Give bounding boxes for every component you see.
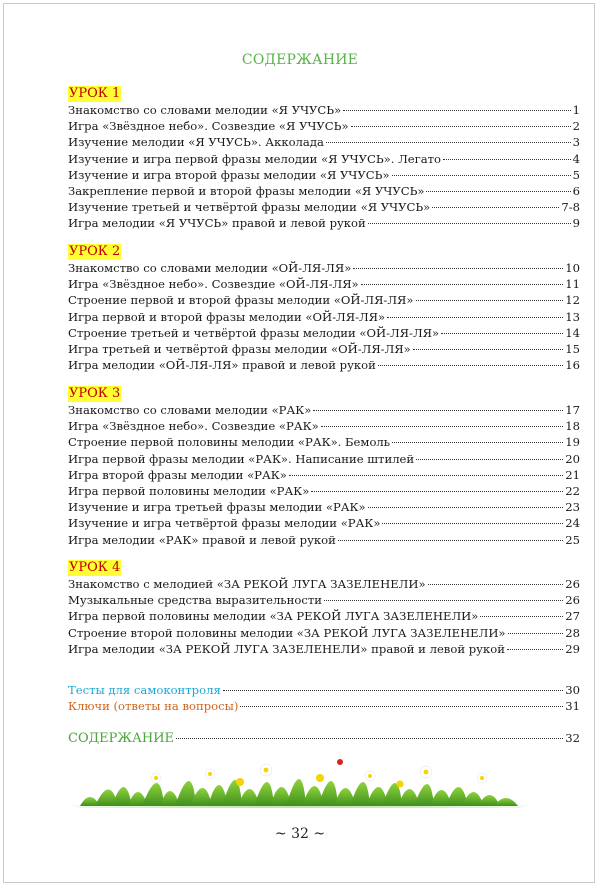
dot-leader <box>361 284 564 285</box>
dot-leader <box>387 317 563 318</box>
toc-entry[interactable] <box>68 152 580 168</box>
dot-leader <box>338 540 563 541</box>
entry-page: 25 <box>565 532 580 547</box>
entry-page: 7-8 <box>561 200 580 215</box>
dot-leader <box>326 142 571 143</box>
dot-leader <box>368 507 564 508</box>
toc-entry[interactable] <box>68 358 580 374</box>
entry-page: 32 <box>565 731 580 745</box>
entry-title: Изучение и игра первой фразы мелодии «Я УЧУСЬ». Легато <box>68 151 442 166</box>
entry-title: Игра «Звёздное небо». Созвездие «РАК» <box>68 419 319 434</box>
entry-page: 31 <box>565 699 580 714</box>
grass-decoration <box>70 748 530 808</box>
toc-entry[interactable] <box>68 326 580 342</box>
toc-entry[interactable] <box>68 484 580 500</box>
entry-title: Игра мелодии «ОЙ-ЛЯ-ЛЯ» правой и левой рукой <box>68 358 376 373</box>
dot-leader <box>392 175 571 176</box>
entry-page: 10 <box>565 261 580 275</box>
entry-page: 16 <box>565 358 580 373</box>
lesson-2-heading: УРОК 2 <box>69 244 121 259</box>
toc-entry[interactable] <box>68 293 580 309</box>
dot-leader <box>416 300 564 301</box>
entry-title: Игра «Звёздное небо». Созвездие «Я УЧУСЬ» <box>68 119 349 134</box>
entry-title: Тесты для самоконтроля <box>68 683 221 697</box>
entry-page: 3 <box>572 135 580 150</box>
dot-leader <box>343 110 570 111</box>
entry-page: 6 <box>572 183 580 198</box>
entry-page: 28 <box>565 625 580 640</box>
dot-leader <box>426 191 570 192</box>
toc-entry[interactable] <box>68 200 580 216</box>
toc-entry[interactable] <box>68 626 580 642</box>
toc-entry[interactable] <box>68 593 580 609</box>
lesson-3-section <box>68 382 580 549</box>
entry-title: СОДЕРЖАНИЕ <box>68 731 175 746</box>
toc-entry[interactable] <box>68 342 580 358</box>
entry-title: Строение второй половины мелодии «ЗА РЕКОЙ ЛУГА ЗАЗЕЛЕНЕЛИ» <box>68 625 506 640</box>
dot-leader <box>311 491 563 492</box>
entry-title: Игра первой и второй фразы мелодии «ОЙ-ЛЯ-ЛЯ» <box>68 309 386 324</box>
toc-entry[interactable] <box>68 435 580 451</box>
dot-leader <box>443 159 571 160</box>
entry-page: 15 <box>565 341 580 356</box>
dot-leader <box>428 584 564 585</box>
toc-entry-tests[interactable] <box>68 683 580 699</box>
toc-entry[interactable] <box>68 642 580 658</box>
entry-title: Игра первой половины мелодии «ЗА РЕКОЙ ЛУГА ЗАЗЕЛЕНЕЛИ» <box>68 609 479 624</box>
dot-leader <box>313 410 563 411</box>
entry-title: Игра первой фразы мелодии «РАК». Написание штилей <box>68 451 415 466</box>
dot-leader <box>324 600 563 601</box>
entry-title: Ключи (ответы на вопросы) <box>68 699 239 714</box>
toc-entry[interactable] <box>68 452 580 468</box>
toc-entry[interactable] <box>68 310 580 326</box>
entry-title: Знакомство со словами мелодии «ОЙ-ЛЯ-ЛЯ» <box>68 261 352 275</box>
dot-leader <box>416 459 563 460</box>
entry-page: 24 <box>565 516 580 531</box>
extras-contents <box>68 731 580 747</box>
dot-leader <box>392 442 563 443</box>
entry-page: 13 <box>565 309 580 324</box>
entry-page: 12 <box>565 293 580 308</box>
toc-entry-contents[interactable] <box>68 731 580 747</box>
toc-entry[interactable] <box>68 184 580 200</box>
page-title: СОДЕРЖАНИЕ <box>241 52 359 68</box>
entry-title: Изучение и игра второй фразы мелодии «Я УЧУСЬ» <box>68 167 390 182</box>
entry-page: 1 <box>572 103 580 117</box>
entry-page: 23 <box>565 500 580 515</box>
lesson-1-section <box>68 82 580 233</box>
entry-title: Строение третьей и четвёртой фразы мелодии «ОЙ-ЛЯ-ЛЯ» <box>68 325 440 340</box>
toc-entry[interactable] <box>68 261 580 277</box>
lesson-3-heading: УРОК 3 <box>69 386 121 401</box>
entry-page: 21 <box>565 467 580 482</box>
lesson-1-heading: УРОК 1 <box>69 86 121 101</box>
entry-title: Знакомство со словами мелодии «РАК» <box>68 403 312 417</box>
dot-leader <box>508 633 564 634</box>
toc-entry[interactable] <box>68 419 580 435</box>
toc-entry[interactable] <box>68 577 580 593</box>
toc-entry[interactable] <box>68 500 580 516</box>
entry-title: Изучение мелодии «Я УЧУСЬ». Акколада <box>68 135 324 150</box>
entry-title: Строение первой и второй фразы мелодии «ОЙ-ЛЯ-ЛЯ» <box>68 293 414 308</box>
dot-leader <box>240 706 563 707</box>
dot-leader <box>351 126 571 127</box>
entry-page: 2 <box>572 119 580 134</box>
entry-title: Игра второй фразы мелодии «РАК» <box>68 467 287 482</box>
toc-entry[interactable] <box>68 168 580 184</box>
dot-leader <box>432 207 559 208</box>
toc-entry[interactable] <box>68 609 580 625</box>
dot-leader <box>378 365 563 366</box>
entry-title: Знакомство с мелодией «ЗА РЕКОЙ ЛУГА ЗАЗЕЛЕНЕЛИ» <box>68 577 426 591</box>
toc-entry-keys[interactable] <box>68 699 580 715</box>
entry-title: Знакомство со словами мелодии «Я УЧУСЬ» <box>68 103 342 117</box>
entry-title: Изучение третьей и четвёртой фразы мелодии «Я УЧУСЬ» <box>68 200 431 215</box>
toc-entry[interactable] <box>68 216 580 232</box>
dot-leader <box>368 223 571 224</box>
toc-entry[interactable] <box>68 533 580 549</box>
page-number: ~ 32 ~ <box>274 826 326 842</box>
toc-entry[interactable] <box>68 277 580 293</box>
toc-entry[interactable] <box>68 103 580 119</box>
entry-page: 4 <box>572 151 580 166</box>
entry-title: Изучение и игра третьей фразы мелодии «РАК» <box>68 500 366 515</box>
entry-page: 26 <box>565 593 580 608</box>
lesson-4-section <box>68 556 580 658</box>
entry-title: Строение первой половины мелодии «РАК». Бемоль <box>68 435 391 450</box>
extras-section <box>68 683 580 715</box>
toc-entry[interactable] <box>68 119 580 135</box>
entry-title: Игра третьей и четвёртой фразы мелодии «ОЙ-ЛЯ-ЛЯ» <box>68 341 411 356</box>
entry-title: Игра «Звёздное небо». Созвездие «ОЙ-ЛЯ-ЛЯ» <box>68 277 359 292</box>
dot-leader <box>176 738 563 739</box>
toc-entry[interactable] <box>68 468 580 484</box>
dot-leader <box>353 268 563 269</box>
toc-entry[interactable] <box>68 403 580 419</box>
entry-page: 22 <box>565 483 580 498</box>
entry-title: Изучение и игра четвёртой фразы мелодии «РАК» <box>68 516 381 531</box>
lesson-2-section <box>68 240 580 374</box>
toc-entry[interactable] <box>68 516 580 532</box>
entry-page: 18 <box>565 419 580 434</box>
entry-title: Игра мелодии «Я УЧУСЬ» правой и левой рукой <box>68 216 366 231</box>
dot-leader <box>321 426 564 427</box>
entry-page: 19 <box>565 435 580 450</box>
dot-leader <box>223 690 563 691</box>
entry-page: 30 <box>565 683 580 697</box>
dot-leader <box>507 649 563 650</box>
entry-title: Игра мелодии «ЗА РЕКОЙ ЛУГА ЗАЗЕЛЕНЕЛИ» правой и левой рукой <box>68 641 505 656</box>
entry-title: Музыкальные средства выразительности <box>68 593 322 608</box>
lesson-4-heading: УРОК 4 <box>69 560 121 575</box>
entry-page: 14 <box>565 325 580 340</box>
entry-page: 29 <box>565 641 580 656</box>
entry-page: 20 <box>565 451 580 466</box>
entry-page: 9 <box>572 216 580 231</box>
entry-title: Игра мелодии «РАК» правой и левой рукой <box>68 532 336 547</box>
dot-leader <box>441 333 563 334</box>
entry-page: 27 <box>565 609 580 624</box>
entry-title: Игра первой половины мелодии «РАК» <box>68 483 310 498</box>
dot-leader <box>289 475 563 476</box>
dot-leader <box>382 523 563 524</box>
toc-entry[interactable] <box>68 135 580 151</box>
entry-page: 11 <box>565 277 580 292</box>
dot-leader <box>480 616 563 617</box>
entry-page: 26 <box>565 577 580 591</box>
entry-page: 17 <box>565 403 580 417</box>
dot-leader <box>413 349 564 350</box>
entry-title: Закрепление первой и второй фразы мелодии «Я УЧУСЬ» <box>68 183 425 198</box>
entry-page: 5 <box>572 167 580 182</box>
